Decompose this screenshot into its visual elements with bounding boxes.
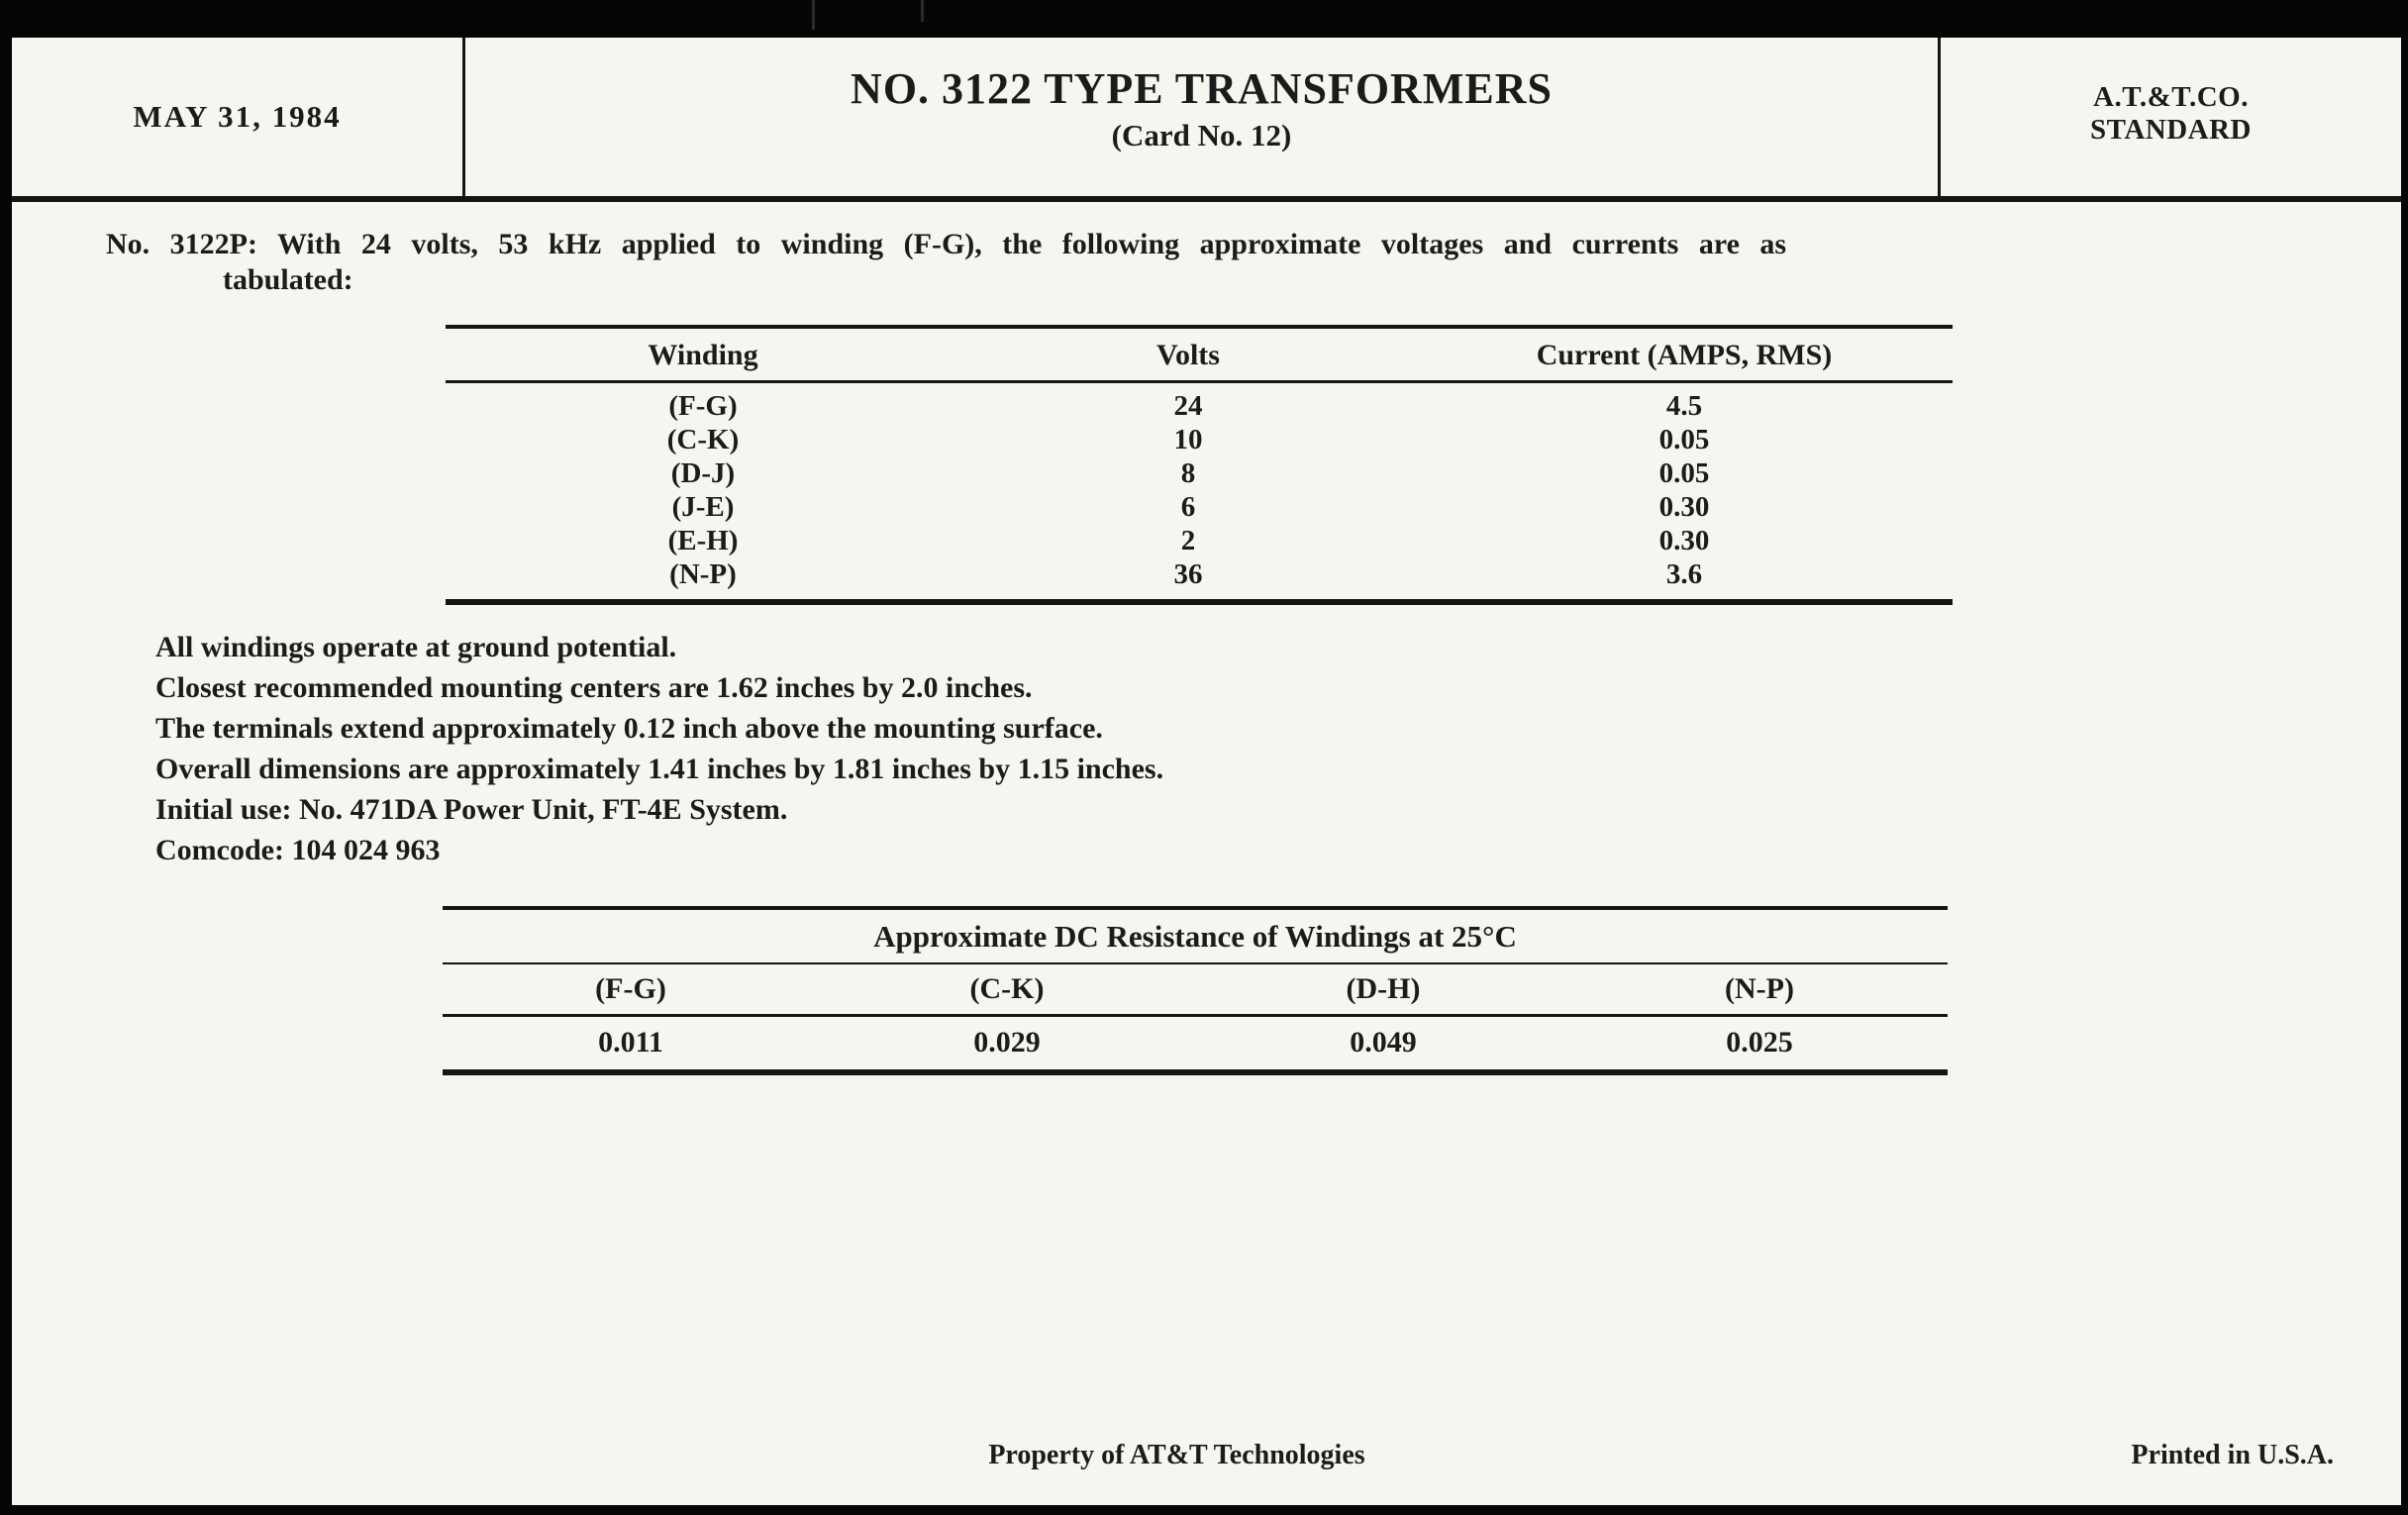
note-line: The terminals extend approximately 0.12 inch above the mounting surface.: [155, 712, 1103, 745]
resistance-cell: 0.029: [973, 1026, 1041, 1059]
scan-artifact: [812, 0, 815, 30]
org-name: A.T.&T.CO.: [2093, 81, 2249, 113]
printed-in: Printed in U.S.A.: [2131, 1440, 2334, 1470]
volts-cell: 36: [1173, 558, 1203, 590]
intro-paragraph: [106, 228, 2317, 297]
volts-cell: 6: [1180, 491, 1196, 523]
table-row: [446, 423, 1953, 456]
winding-cell: (D-J): [670, 457, 736, 489]
card-footer: [12, 1440, 2401, 1479]
header-title-cell: [465, 38, 1941, 196]
table-row: [446, 557, 1953, 602]
winding-cell: (F-G): [668, 390, 738, 422]
scan-artifact: [921, 0, 924, 22]
volts-cell: 2: [1180, 525, 1196, 556]
current-cell: 0.05: [1658, 424, 1710, 455]
table2-col-np: (N-P): [1725, 972, 1794, 1005]
table1-col-winding: Winding: [648, 339, 758, 371]
intro-line-2: tabulated:: [223, 263, 353, 296]
table1-col-current: Current (AMPS, RMS): [1536, 339, 1833, 371]
card-page: [12, 38, 2401, 1505]
winding-cell: (C-K): [666, 424, 740, 455]
resistance-cell: 0.025: [1726, 1026, 1793, 1059]
card-number: (Card No. 12): [1111, 118, 1292, 152]
table2-col-dh: (D-H): [1346, 972, 1421, 1005]
page-title: NO. 3122 TYPE TRANSFORMERS: [851, 64, 1553, 113]
table2-col-fg: (F-G): [595, 972, 666, 1005]
table1-col-volts: Volts: [1156, 339, 1220, 371]
note-line: All windings operate at ground potential.: [155, 631, 677, 663]
table2-title: Approximate DC Resistance of Windings at 25°C: [873, 919, 1517, 954]
header-org-cell: [1941, 38, 2401, 196]
table-row: [446, 456, 1953, 490]
table2-value-row: [443, 1016, 1948, 1073]
header-date-cell: [12, 38, 465, 196]
org-standard: STANDARD: [2090, 114, 2252, 147]
card-header: [12, 38, 2401, 202]
table-row: [446, 382, 1953, 424]
winding-cell: (E-H): [667, 525, 739, 556]
current-cell: 0.05: [1658, 457, 1710, 489]
current-cell: 4.5: [1665, 390, 1703, 422]
resistance-cell: 0.049: [1350, 1026, 1417, 1059]
issue-date: MAY 31, 1984: [133, 99, 342, 134]
table2-col-ck: (C-K): [969, 972, 1045, 1005]
table-row: [446, 524, 1953, 557]
note-line: Initial use: No. 471DA Power Unit, FT-4E System.: [155, 793, 788, 826]
note-line: Comcode: 104 024 963: [155, 834, 441, 866]
current-cell: 3.6: [1665, 558, 1703, 590]
volts-cell: 10: [1173, 424, 1203, 455]
current-cell: 0.30: [1658, 491, 1710, 523]
property-notice: Property of AT&T Technologies: [988, 1440, 1365, 1470]
volts-cell: 24: [1173, 390, 1203, 422]
table2-header-row: [443, 963, 1948, 1016]
resistance-cell: 0.011: [598, 1026, 663, 1059]
current-cell: 0.30: [1658, 525, 1710, 556]
table1-header: [446, 327, 1953, 382]
dc-resistance-table: [443, 906, 1948, 1075]
table-row: [446, 490, 1953, 524]
table2-title-row: [443, 908, 1948, 963]
notes-block: [155, 627, 2401, 870]
note-line: Closest recommended mounting centers are 1.62 inches by 2.0 inches.: [155, 671, 1033, 704]
volts-cell: 8: [1180, 457, 1196, 489]
winding-cell: (J-E): [671, 491, 735, 523]
winding-voltage-current-table: [446, 325, 1953, 605]
note-line: Overall dimensions are approximately 1.41 inches by 1.81 inches by 1.15 inches.: [155, 753, 1164, 785]
intro-line-1: No. 3122P: With 24 volts, 53 kHz applied to winding (F-G), the following approximate voltages and currents are as: [106, 228, 1787, 260]
winding-cell: (N-P): [669, 558, 737, 590]
